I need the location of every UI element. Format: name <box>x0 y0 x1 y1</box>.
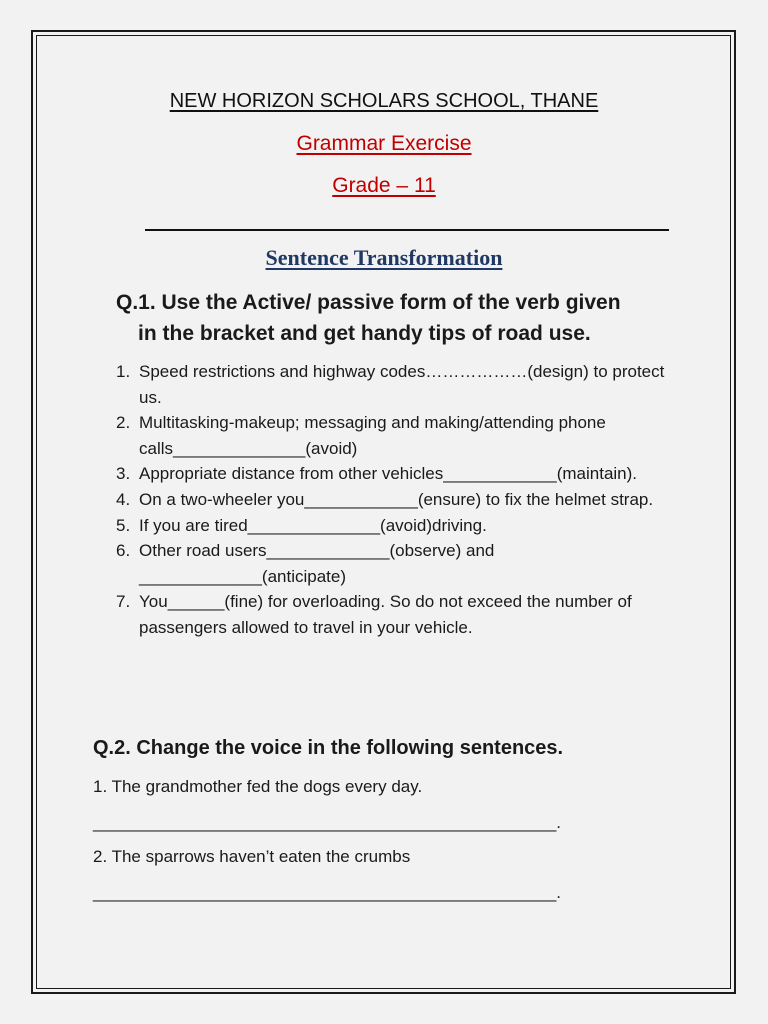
answer-blank-1: _________________________________________________. <box>93 813 561 832</box>
item-number: 4. <box>116 489 131 509</box>
question-2-sentence-1: 1. The grandmother fed the dogs every day. <box>93 777 423 796</box>
question-1-list <box>116 359 686 641</box>
divider-line <box>145 229 669 231</box>
item-number: 1. <box>116 362 131 381</box>
item-number: 3. <box>116 464 131 484</box>
subject-title: Grammar Exercise <box>296 132 472 155</box>
list-item <box>116 538 686 589</box>
item-text: You______(fine) for overloading. So do not exceed the number of passengers allowed to travel in your vehicle. <box>139 592 632 637</box>
question-2-sentence-2: 2. The sparrows haven’t eaten the crumbs <box>93 847 411 866</box>
list-item <box>116 589 686 640</box>
item-text: Speed restrictions and highway codes………………(design) to protect us. <box>139 362 665 407</box>
item-number: 2. <box>116 413 131 433</box>
item-number: 7. <box>116 592 131 612</box>
item-number: 6. <box>116 541 131 561</box>
school-name: NEW HORIZON SCHOLARS SCHOOL, THANE <box>169 90 599 112</box>
item-text: Multitasking-makeup; messaging and making/attending phone calls______________(avoid) <box>139 413 606 458</box>
list-item <box>116 410 686 461</box>
answer-blank-2: _________________________________________________. <box>93 883 561 902</box>
list-item <box>116 359 686 410</box>
item-text: Appropriate distance from other vehicles____________(maintain). <box>139 464 638 484</box>
item-text: On a two-wheeler you____________(ensure) to fix the helmet strap. <box>139 489 654 509</box>
item-text: Other road users_____________(observe) and _____________(anticipate) <box>139 541 495 586</box>
item-number: 5. <box>116 515 131 535</box>
question-1-line-1: Q.1. Use the Active/ passive form of the verb given <box>116 291 621 314</box>
list-item <box>116 513 686 539</box>
question-2-heading: Q.2. Change the voice in the following sentences. <box>93 737 564 759</box>
list-item <box>116 487 686 513</box>
list-item <box>116 461 686 487</box>
question-1-heading <box>116 287 696 349</box>
grade-label: Grade – 11 <box>332 174 436 197</box>
section-title: Sentence Transformation <box>265 245 503 270</box>
item-text: If you are tired______________(avoid)driving. <box>139 515 487 535</box>
question-1-line-2: in the bracket and get handy tips of road use. <box>138 322 591 345</box>
